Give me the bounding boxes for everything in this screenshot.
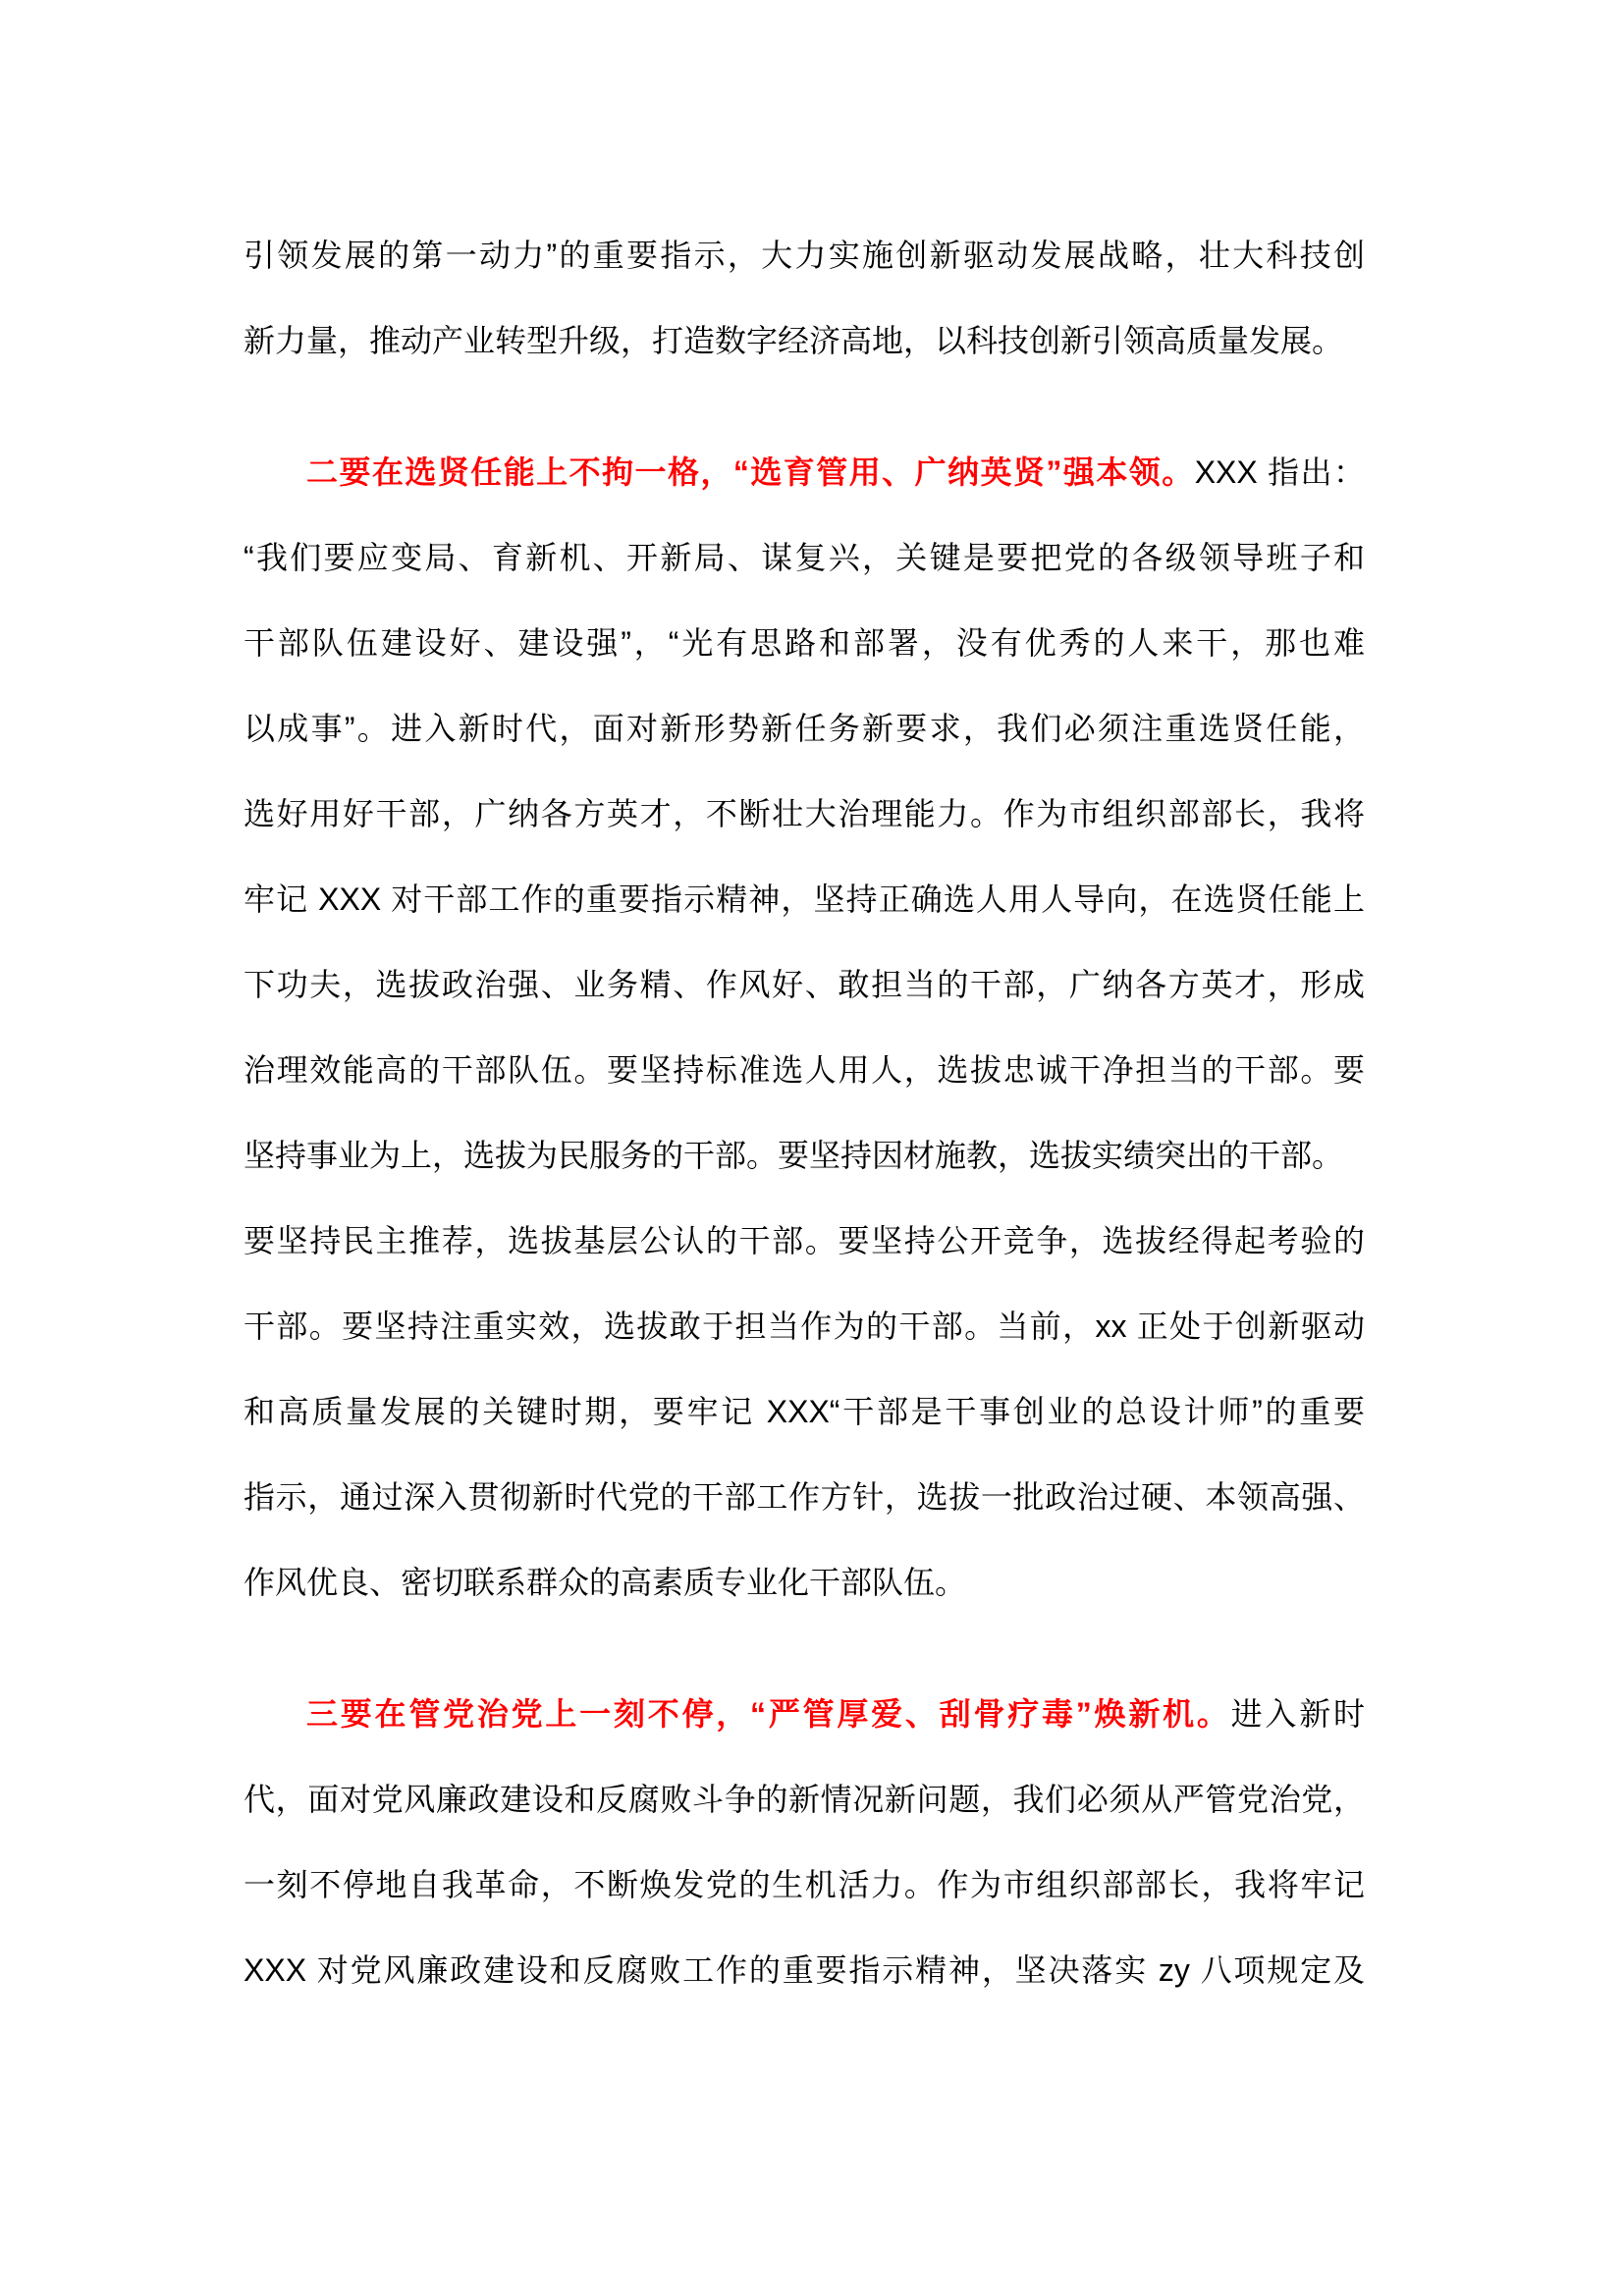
paragraph-text: 牢记 XXX 对干部工作的重要指示精神，坚持正确选人用人导向，在选贤任能上 [244,881,1365,917]
paragraph-text: 作风优良、密切联系群众的高素质专业化干部队伍。 [244,1565,967,1600]
section-heading: 二要在选贤任能上不拘一格，“选育管用、广纳英贤”强本领。 [306,454,1195,490]
paragraph-text: XXX 指出： [1194,454,1365,490]
text-line [244,1540,1365,1626]
paragraph-text: 引领发展的第一动力”的重要指示，大力实施创新驱动发展战略，壮大科技创 [244,238,1365,273]
paragraph-text: 要坚持民主推荐，选拔基层公认的干部。要坚持公开竞争，选拔经得起考验的 [244,1223,1365,1258]
text-line [244,298,1365,384]
paragraph-text: 治理效能高的干部队伍。要坚持标准选人用人，选拔忠诚干净担当的干部。要 [244,1052,1365,1088]
paragraph-text: 进入新时 [1230,1696,1365,1732]
text-line [244,515,1365,601]
text-line [244,857,1365,942]
text-line [244,1199,1365,1284]
text-line [244,1842,1365,1928]
text-line [244,1369,1365,1455]
text-line [244,942,1365,1028]
paragraph-text: 坚持事业为上，选拔为民服务的干部。要坚持因材施教，选拔实绩突出的干部。 [244,1138,1344,1173]
paragraph-first-line [244,1672,1365,1757]
paragraph-text: 下功夫，选拔政治强、业务精、作风好、敢担当的干部，广纳各方英才，形成 [244,967,1365,1002]
section-heading: 三要在管党治党上一刻不停，“严管厚爱、刮骨疗毒”焕新机。 [306,1696,1231,1732]
paragraph-text: 代，面对党风廉政建设和反腐败斗争的新情况新问题，我们必须从严管党治党， [244,1782,1365,1817]
text-line [244,1028,1365,1113]
text-line [244,1284,1365,1369]
paragraph-text: XXX 对党风廉政建设和反腐败工作的重要指示精神，坚决落实 zy 八项规定及 [244,1952,1365,1988]
paragraph-text: 干部。要坚持注重实效，选拔敢于担当作为的干部。当前，xx 正处于创新驱动 [244,1308,1365,1344]
paragraph-text: “我们要应变局、育新机、开新局、谋复兴，关键是要把党的各级领导班子和 [244,540,1365,575]
text-line [244,1757,1365,1842]
text-line [244,1455,1365,1540]
text-line [244,213,1365,298]
text-line [244,1928,1365,2013]
text-line [244,686,1365,772]
text-line [244,601,1365,686]
paragraph-text: 干部队伍建设好、建设强”，“光有思路和部署，没有优秀的人来干，那也难 [244,625,1365,661]
paragraph-text: 以成事”。进入新时代，面对新形势新任务新要求，我们必须注重选贤任能， [244,711,1365,746]
paragraph-first-line [244,430,1365,515]
paragraph-text: 选好用好干部，广纳各方英才，不断壮大治理能力。作为市组织部部长，我将 [244,796,1365,831]
paragraph-text: 一刻不停地自我革命，不断焕发党的生机活力。作为市组织部部长，我将牢记 [244,1867,1365,1902]
paragraph-text: 指示，通过深入贯彻新时代党的干部工作方针，选拔一批政治过硬、本领高强、 [244,1479,1365,1515]
paragraph-text: 新力量，推动产业转型升级，打造数字经济高地，以科技创新引领高质量发展。 [244,323,1344,358]
text-line [244,1113,1365,1199]
text-line [244,772,1365,857]
document-text [244,213,1365,2013]
paragraph-text: 和高质量发展的关键时期，要牢记 XXX“干部是干事创业的总设计师”的重要 [244,1394,1365,1429]
